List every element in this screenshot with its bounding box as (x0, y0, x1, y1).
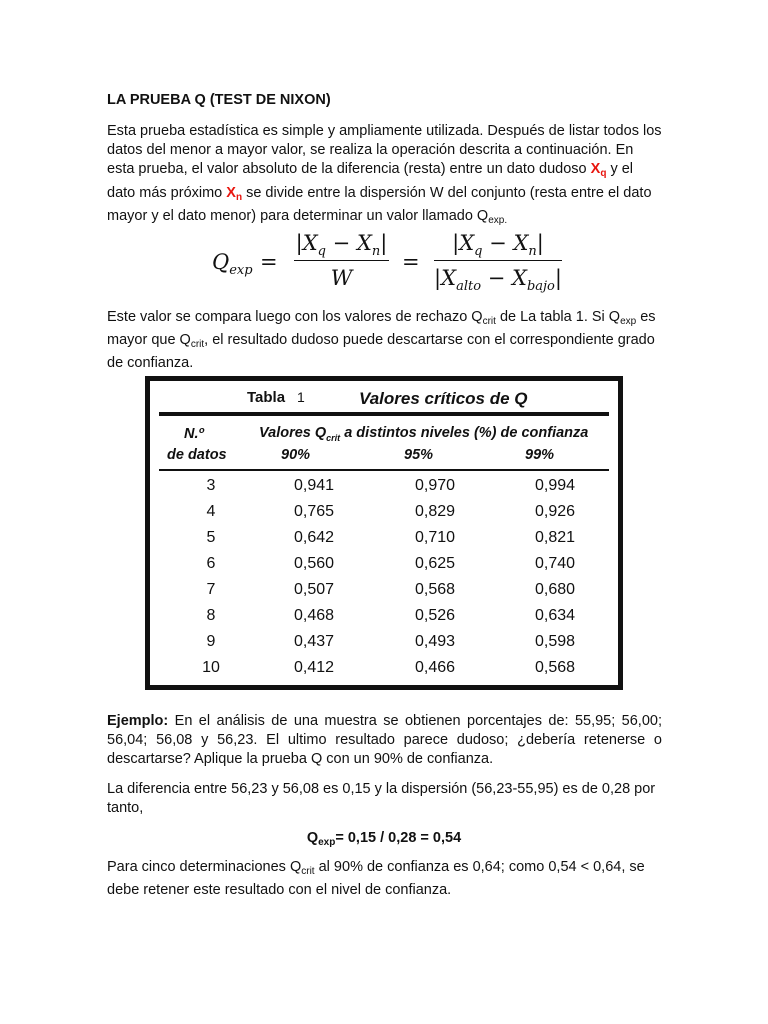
conclusion-paragraph: Para cinco determinaciones $Q_{crit}$ al 90% de confianza es 0,64; como 0,54 < 0,64, se debe retener este resultado con el nivel de confianza. (107, 859, 645, 899)
table-caption: Tabla 1 Valores críticos de Q (247, 389, 528, 408)
col-header-n-line2: de datos (167, 447, 227, 463)
q-formula (212, 228, 562, 300)
intro-paragraph: Esta prueba estadística es simple y ampliamente utilizada. Después de listar todos los datos del menor a mayor valor, se realiza la operación descrita a continuación. En esta prueba, el valor absoluto de la diferencia (resta) entre un dato dudoso $X_q$ y el dato más próximo $X_n$ se divide entre la dispersión W del conjunto (resta entre el dato mayor y el dato menor) para determinar un valor llamado $Q_{exp.}$ (107, 123, 662, 226)
formula-equals-2: = (402, 250, 420, 274)
difference-paragraph: La diferencia entre 56,23 y 56,08 es 0,15 y la dispersión (56,23-55,95) es de 0,28 por tanto, (107, 781, 656, 817)
formula-equals-1: = (260, 250, 278, 274)
q-result: $Q_{exp}= 0,15 / 0,28 = 0,54$ (306, 830, 462, 848)
level-95: 95% (404, 447, 434, 463)
example-paragraph: Ejemplo: En el análisis de una muestra se obtienen porcentajes de: 55,95; 56,00; 56,04; 56,08 y 56,23. El ultimo resultado parece dudoso; ¿debería retenerse o descartarse? Aplique la prueba Q con un 90% de confianza. (107, 713, 662, 768)
table-cell-n: 7 (206, 581, 216, 598)
table-cell-value: 0,821 (534, 529, 576, 546)
table-cell-value: 0,994 (534, 477, 576, 494)
level-99: 99% (525, 447, 555, 463)
formula-fraction-1: $|X_q - X_n|$ W (295, 231, 388, 290)
col-header-qcrit: Valores $Q_{crit}$ a distintos niveles (%) de confianza (259, 425, 589, 443)
table-cell-value: 0,437 (293, 633, 335, 650)
table-cell-n: 6 (206, 555, 216, 572)
table-title: Valores críticos de Q (359, 389, 528, 408)
formula-lhs: $Q_{exp}$ (212, 250, 253, 279)
table-cell-n: 4 (206, 503, 216, 520)
page-title: LA PRUEBA Q (TEST DE NIXON) (107, 92, 331, 108)
table-cell-value: 0,568 (534, 659, 576, 676)
table-cell-value: 0,634 (534, 607, 576, 624)
comparison-paragraph: Este valor se compara luego con los valores de rechazo $Q_{crit}$ de La tabla 1. Si $Q_{exp}$ es mayor que $Q_{crit}$, el resultado dudoso puede descartarse con el correspondiente grado de confianza. (107, 309, 656, 372)
table-cell-value: 0,466 (414, 659, 456, 676)
table-cell-n: 8 (206, 607, 216, 624)
table-cell-value: 0,765 (293, 503, 335, 520)
table-cell-value: 0,926 (534, 503, 576, 520)
table-cell-value: 0,680 (534, 581, 576, 598)
table-cell-value: 0,560 (293, 555, 335, 572)
table-cell-value: 0,642 (293, 529, 335, 546)
table-cell-value: 0,507 (293, 581, 335, 598)
table-cell-value: 0,598 (534, 633, 576, 650)
table-cell-n: 5 (206, 529, 216, 546)
table-cell-value: 0,941 (293, 477, 335, 494)
level-90: 90% (281, 447, 311, 463)
critical-values-table (145, 376, 623, 690)
table-cell-value: 0,526 (414, 607, 456, 624)
table-cell-value: 0,829 (414, 503, 456, 520)
table-cell-value: 0,625 (414, 555, 456, 572)
table-cell-n: 9 (206, 633, 216, 650)
table-cell-value: 0,568 (414, 581, 456, 598)
formula-fraction-2: $|X_q - X_n|$ $|X_{alto} - X_{bajo}|$ (434, 231, 562, 295)
xn-symbol: $X_n$ (226, 184, 243, 203)
table-cell-n: 10 (202, 659, 220, 676)
table-cell-n: 3 (206, 477, 216, 494)
table-cell-value: 0,740 (534, 555, 576, 572)
xq-symbol: $X_q$ (590, 161, 607, 180)
col-header-n: N.º (184, 426, 204, 442)
table-cell-value: 0,710 (414, 529, 456, 546)
table-cell-value: 0,493 (414, 633, 456, 650)
table-cell-value: 0,468 (293, 607, 335, 624)
table-cell-value: 0,970 (414, 477, 456, 494)
table-cell-value: 0,412 (293, 659, 335, 676)
